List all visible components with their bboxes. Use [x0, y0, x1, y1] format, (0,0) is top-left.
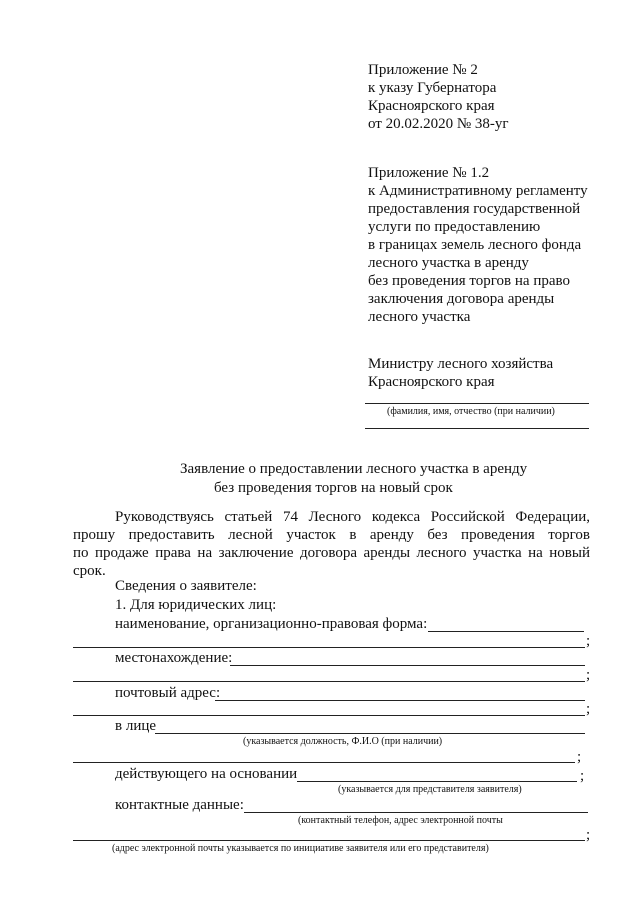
org-name-field-2[interactable] — [73, 647, 585, 648]
appendix-line-3: Красноярского края — [368, 98, 495, 114]
appendix2-line-7: без проведения торгов на право — [368, 273, 570, 289]
email-hint: (адрес электронной почты указывается по инициативе заявителя или его представителя) — [112, 843, 489, 854]
person-field[interactable] — [155, 733, 585, 734]
appendix2-line-1: Приложение № 1.2 — [368, 165, 490, 181]
addressee-name-hint: (фамилия, имя, отчество (при наличии) — [387, 406, 555, 417]
appendix-line-1: Приложение № 2 — [368, 62, 478, 78]
appendix2-line-6: лесного участка в аренду — [368, 255, 529, 271]
contacts-hint: (контактный телефон, адрес электронной почты — [298, 815, 503, 826]
appendix-line-2: к указу Губернатора — [368, 80, 497, 96]
semicolon: ; — [586, 701, 591, 717]
body-line-3: по продаже права на заключение договора аренды лесного участка на новый — [73, 545, 590, 561]
postal-address-label: почтовый адрес: — [115, 685, 221, 701]
person-field-2[interactable] — [73, 762, 575, 763]
document-title-line-1: Заявление о предоставлении лесного участка в аренду — [180, 461, 528, 477]
org-name-label: наименование, организационно-правовая форма: — [115, 616, 428, 632]
appendix2-line-5: в границах земель лесного фонда — [368, 237, 582, 253]
appendix2-line-2: к Административному регламенту — [368, 183, 588, 199]
semicolon: ; — [586, 633, 591, 649]
body-line-2: прошу предоставить лесной участок в аренду без проведения торгов — [73, 527, 590, 543]
appendix-line-4: от 20.02.2020 № 38-уг — [368, 116, 509, 132]
semicolon: ; — [577, 749, 582, 765]
postal-address-field-2[interactable] — [73, 715, 585, 716]
basis-label: действующего на основании — [115, 766, 298, 782]
addressee-name-line[interactable] — [365, 403, 589, 404]
postal-address-field[interactable] — [215, 700, 585, 701]
document-title-line-2: без проведения торгов на новый срок — [214, 480, 453, 496]
org-name-field[interactable] — [428, 631, 584, 632]
basis-field[interactable] — [297, 781, 577, 782]
body-line-4: срок. — [73, 563, 106, 579]
location-label: местонахождение: — [115, 650, 233, 666]
addressee-line-1: Министру лесного хозяйства — [368, 356, 554, 372]
location-field[interactable] — [230, 665, 585, 666]
person-label: в лице — [115, 718, 157, 734]
body-line-1: Руководствуясь статьей 74 Лесного кодекса Российской Федерации, — [115, 509, 590, 525]
person-hint: (указывается должность, Ф.И.О (при наличии) — [243, 736, 443, 747]
appendix2-line-9: лесного участка — [368, 309, 471, 325]
appendix2-line-8: заключения договора аренды — [368, 291, 555, 307]
addressee-line-2: Красноярского края — [368, 374, 495, 390]
contacts-field-2[interactable] — [73, 840, 585, 841]
appendix2-line-4: услуги по предоставлению — [368, 219, 541, 235]
semicolon: ; — [586, 667, 591, 683]
location-field-2[interactable] — [73, 681, 585, 682]
addressee-name-line-2[interactable] — [365, 428, 589, 429]
applicant-heading: Сведения о заявителе: — [115, 578, 257, 594]
semicolon: ; — [580, 768, 585, 784]
contacts-field[interactable] — [244, 812, 588, 813]
basis-hint: (указывается для представителя заявителя) — [338, 784, 522, 795]
contacts-label: контактные данные: — [115, 797, 244, 813]
legal-entity-heading: 1. Для юридических лиц: — [115, 597, 277, 613]
semicolon: ; — [586, 827, 591, 843]
appendix2-line-3: предоставления государственной — [368, 201, 581, 217]
